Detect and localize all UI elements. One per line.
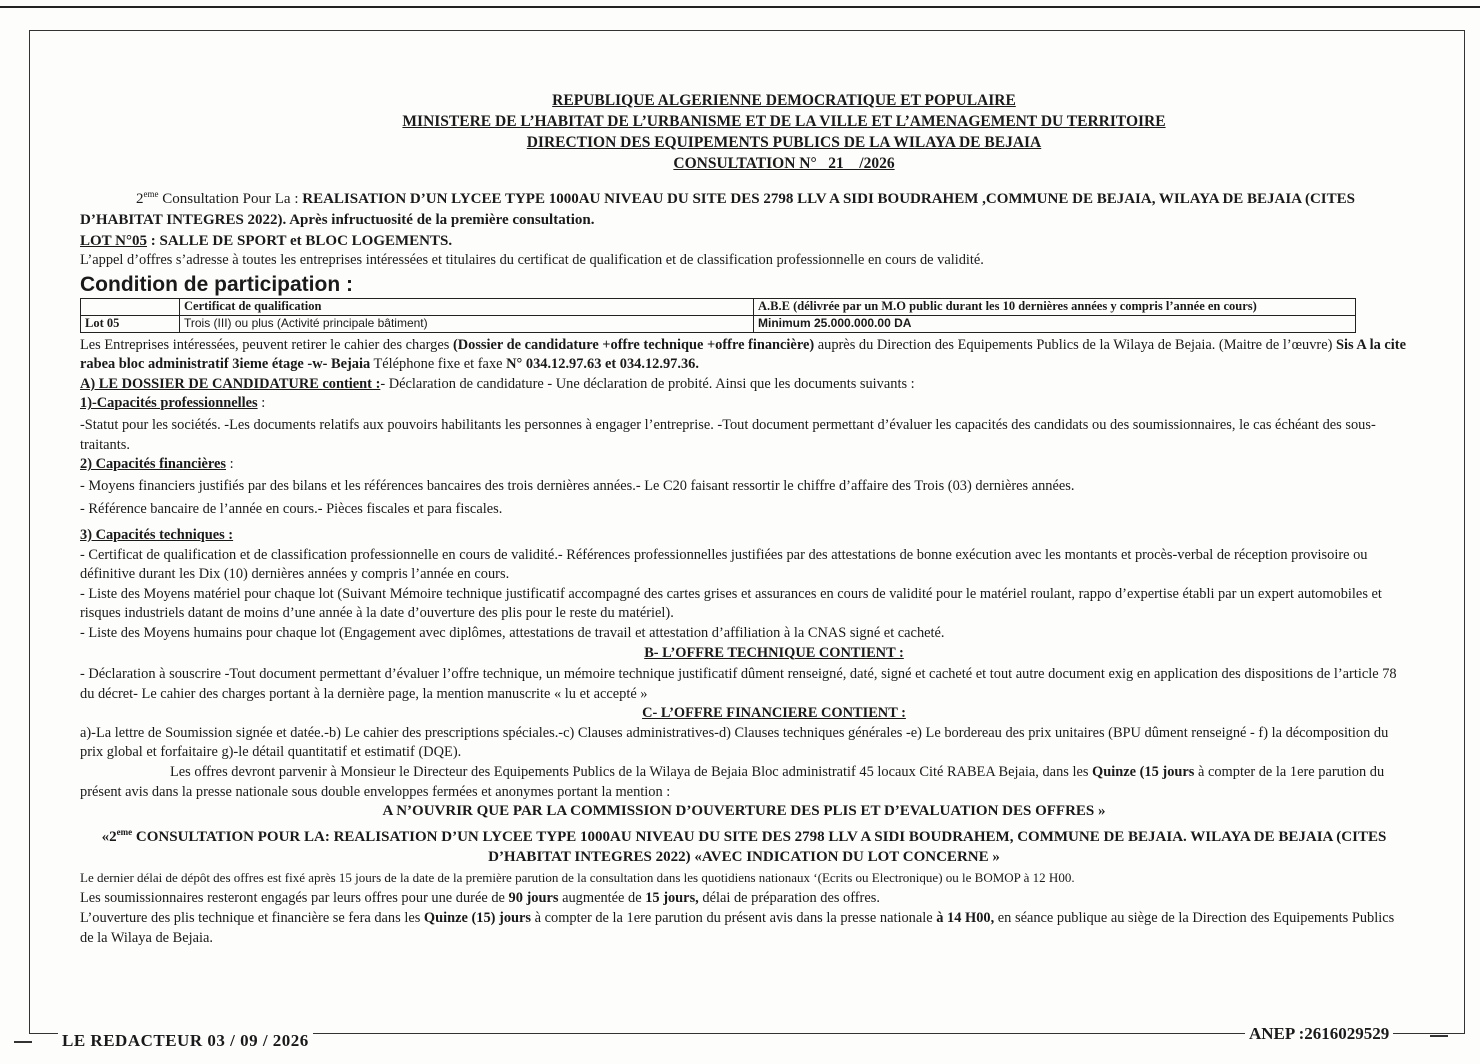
redacteur-footer: LE REDACTEUR 03 / 09 / 2026 <box>58 1031 313 1051</box>
table-header-cell <box>81 298 180 315</box>
mention-object: CONSULTATION POUR LA: REALISATION D’UN LYCEE TYPE 1000AU NIVEAU DU SITE DES 2798 LLV A SIDI BOUDRAHEM, COMMUNE DE BEJAIA. WILAYA DE BEJAIA (CITES D’HABITAT INTEGRES 2022) «AVEC INDICATION DU LOT CONCERNE » <box>132 828 1387 865</box>
mention-sup: eme <box>116 826 133 837</box>
header-consultation: CONSULTATION N° 21 /2026 <box>673 155 895 172</box>
engagement-text: délai de préparation des offres. <box>698 890 880 907</box>
engagement-paragraph <box>80 889 1408 909</box>
intro-object: REALISATION D’UN LYCEE TYPE 1000AU NIVEAU DU SITE DES 2798 LLV A SIDI BOUDRAHEM ,COMMUNE DE BEJAIA, WILAYA DE BEJAIA (CITES D’HABITAT INTEGRES 2022). Après infructuosité de la première consultation. <box>80 191 1355 228</box>
cap1-title: 1)-Capacités professionnelles <box>80 395 258 412</box>
engagement-15: 15 jours, <box>645 890 699 907</box>
cap3-title-text: 3) Capacités techniques : <box>80 526 234 543</box>
header-ministry: MINISTERE DE L’HABITAT DE L’URBANISME ET DE LA VILLE ET L’AMENAGEMENT DU TERRITOIRE <box>402 113 1166 130</box>
ouverture-text: en séance publique au siège de la Direction des Equipements Publics de la Wilaya de Bejaia. <box>80 910 1395 946</box>
condition-title-text: Condition de participation <box>80 272 341 296</box>
table-cell: Lot 05 <box>81 315 180 332</box>
table-cell: Trois (III) ou plus (Activité principale bâtiment) <box>180 315 754 332</box>
cap2-title-line: 2) Capacités financières : <box>80 456 234 473</box>
table-header-row <box>81 298 1356 315</box>
header-republic: REPUBLIQUE ALGERIENNE DEMOCRATIQUE ET POPULAIRE <box>552 92 1016 109</box>
table-row <box>81 315 1356 332</box>
lot-line <box>80 231 1408 251</box>
retrait-phone: N° 034.12.97.63 et 034.12.97.36. <box>506 356 699 373</box>
retrait-dossier: (Dossier de candidature +offre technique +offre financière) <box>452 336 815 353</box>
document-body <box>80 90 1408 948</box>
cap2-line2: - Référence bancaire de l’année en cours.- Pièces fiscales et para fiscales. <box>80 501 503 518</box>
section-b-text: - Déclaration à souscrire -Tout document permettant d’évaluer l’offre technique, un mémoire technique justificatif dûment renseigné, daté, signé et cacheté et tout autre document exig en application des dispositions de l’article 78 du décret- Le cahier des charges portant à la dernière page, la mention manuscrite « lu et accepté » <box>80 666 1397 702</box>
lot-text: : SALLE DE SPORT et BLOC LOGEMENTS. <box>147 233 453 249</box>
cap2-line1: - Moyens financiers justifiés par des bilans et les références bancaires des trois dernières années.- Le C20 faisant ressortir le chiffre d’affaire des Trois (03) dernières années. <box>80 477 1075 494</box>
retrait-paragraph <box>80 336 1408 375</box>
table-header-cell: Certificat de qualification <box>180 298 754 315</box>
top-rule <box>0 6 1480 8</box>
section-c-title: C- L’OFFRE FINANCIERE CONTIENT : <box>642 705 906 722</box>
qualification-table <box>80 298 1356 333</box>
footer-dash-left <box>14 1041 32 1043</box>
appeal-text: L’appel d’offres s’adresse à toutes les entreprises intéressées et titulaires du certificat de qualification et de classification professionnelle en cours de validité. <box>80 252 984 268</box>
section-b-title: B- L’OFFRE TECHNIQUE CONTIENT : <box>644 644 904 661</box>
section-a-line <box>80 375 1408 395</box>
ouverture-text: à compter de la 1ere parution du présent avis dans la presse nationale <box>531 910 937 927</box>
offres-text: Les offres devront parvenir à Monsieur le Directeur des Equipements Publics de la Wilaya de Bejaia Bloc administratif 45 locaux Cité RABEA Bejaia, dans les <box>170 764 1093 781</box>
table-cell: Minimum 25.000.000.00 DA <box>754 315 1356 332</box>
cap3-line3: - Liste des Moyens humains pour chaque lot (Engagement avec diplômes, attestations de travail et attestation d’affiliation à la CNAS signé et cacheté. <box>80 624 945 641</box>
cap1-text: -Statut pour les sociétés. -Les documents relatifs aux pouvoirs habilitants les personnes à engager l’entreprise. -Tout document permettant d’évaluer les capacités des candidats ou des soumissionnaires, le cas échéant des sous-traitants. <box>80 416 1376 453</box>
footer-dash-right <box>1430 1035 1448 1037</box>
section-a-text: - Déclaration de candidature - Une déclaration de probité. Ainsi que les documents suivants : <box>380 375 915 392</box>
retrait-text: Les Entreprises intéressées, peuvent retirer le cahier des charges <box>80 336 453 353</box>
cap3-line2: - Liste des Moyens matériel pour chaque lot (Suivant Mémoire technique justificatif accompagné des cartes grises et assurances en cours de validité pour le matériel roulant, rappo d’expertise établi par un expert automobiles et risques industriels datant de moins d’une année à la date d’ouverture des plis pour le reste du matériel). <box>80 585 1382 622</box>
table-header-cell: A.B.E (délivrée par un M.O public durant les 10 dernières années y compris l’année en cours) <box>754 298 1356 315</box>
ouverture-delay: Quinze (15) jours <box>423 910 532 927</box>
section-c-text: a)-La lettre de Soumission signée et datée.-b) Le cahier des prescriptions spéciales.-c) Clauses administratives-d) Clauses techniques générales -e) Le bordereau des prix unitaires (BPU dûment renseigné - f) la décomposition du prix global et forfaitaire g)-le détail quantitatif et estimatif (DQE). <box>80 724 1389 761</box>
intro-lead: Consultation Pour La : <box>158 191 303 207</box>
cap2-title: 2) Capacités financières <box>80 456 227 473</box>
engagement-text: augmentée de <box>558 890 646 907</box>
offres-paragraph <box>80 763 1408 802</box>
ouverture-text: L’ouverture des plis technique et financière se fera dans les <box>80 910 424 927</box>
mention-line2 <box>80 822 1408 867</box>
intro-ordinal-sup: eme <box>143 189 159 199</box>
offres-text: à compter de la 1ere parution du présent avis dans la presse nationale sous double enveloppes fermées et anonymes portant la mention : <box>80 764 1385 800</box>
mention-open: «2 <box>101 828 117 845</box>
mention-line1: A N’OUVRIR QUE PAR LA COMMISSION D’OUVERTURE DES PLIS ET D’EVALUATION DES OFFRES » <box>382 803 1106 820</box>
engagement-text: Les soumissionnaires resteront engagés par leurs offres pour une durée de <box>80 890 509 907</box>
cap3-title <box>80 526 1408 546</box>
intro-ordinal: 2 <box>136 191 144 207</box>
lot-label: LOT N°05 <box>80 233 147 249</box>
condition-title-colon: : <box>340 272 353 296</box>
ouverture-paragraph <box>80 909 1408 948</box>
offres-delay: Quinze (15 jours <box>1092 764 1195 781</box>
retrait-text: auprès du Direction des Equipements Publics de la Wilaya de Bejaia. (Maitre de l’œuvre) <box>814 336 1336 353</box>
cap3-line1: - Certificat de qualification et de classification professionnelle en cours de validité.- Références professionnelles justifiées par des attestations de bonne exécution avec les montants et procès-verbal de réception provisoire ou définitive durant les Dix (10) dernières années y compris l’année en cours. <box>80 546 1368 583</box>
intro-paragraph <box>80 184 1408 231</box>
condition-title <box>80 273 1408 297</box>
section-a-title: A) LE DOSSIER DE CANDIDATURE contient : <box>80 375 381 392</box>
cap1-title-line: 1)-Capacités professionnelles : <box>80 395 266 412</box>
delai-text: Le dernier délai de dépôt des offres est fixé après 15 jours de la date de la première parution de la consultation dans les quotidiens nationaux ‘(Ecrits ou Electronique) ou le BOMOP à 12 H00. <box>80 869 1075 885</box>
anep-reference: ANEP :2616029529 <box>1245 1024 1393 1044</box>
retrait-text: Téléphone fixe et faxe <box>370 356 507 373</box>
header-direction: DIRECTION DES EQUIPEMENTS PUBLICS DE LA WILAYA DE BEJAIA <box>526 134 1042 151</box>
retrait-address: Sis A la cite rabea bloc administratif 3ieme étage -w- Bejaia <box>80 336 1406 373</box>
engagement-90: 90 jours <box>508 890 559 907</box>
ouverture-hour: à 14 H00, <box>936 910 995 927</box>
